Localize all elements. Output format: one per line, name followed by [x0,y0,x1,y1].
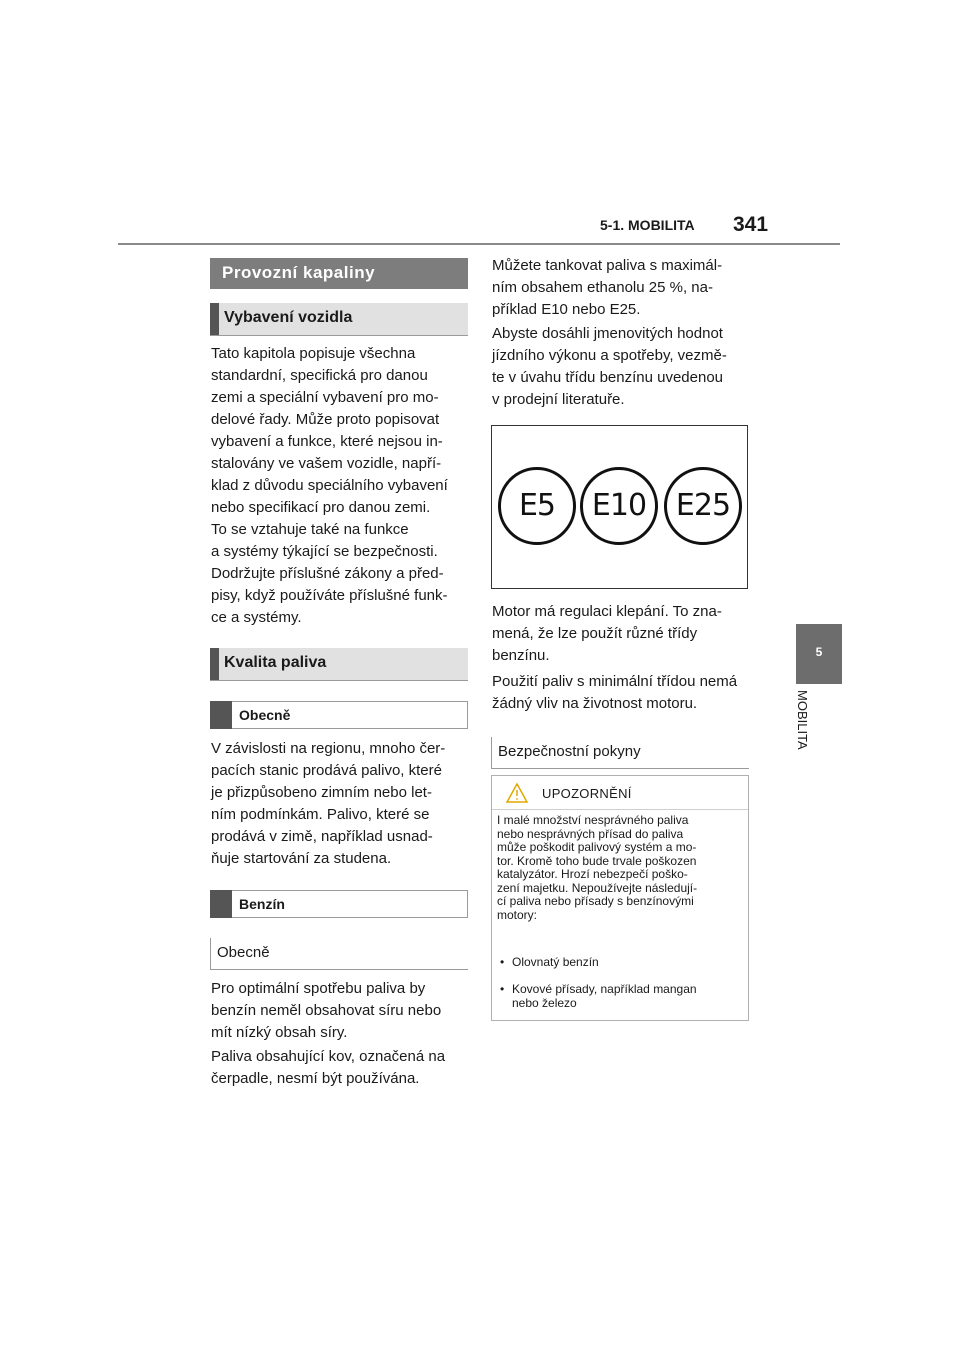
warning-header [492,776,748,810]
text-line: zemi a speciální vybavení pro mo- [211,389,439,406]
text-line: delové řady. Může proto popisovat [211,411,440,428]
bullet: • [500,955,505,969]
text-line: v prodejní literatuře. [492,391,625,408]
chapter-heading [210,258,468,289]
page-number: 341 [733,213,769,236]
text-line: Paliva obsahující kov, označená na [211,1048,446,1065]
text-line: může poškodit palivový systém a mo- [497,840,697,854]
text-line: Můžete tankovat paliva s maximál- [492,257,723,274]
section-heading-text: Kvalita paliva [224,654,327,671]
text-line: tor. Kromě toho bude trvale poškozen [497,853,697,868]
chapter-tab[interactable]: 5 [796,624,842,684]
warning-list-item [500,983,736,1011]
text-line: ce a systémy. [211,609,302,626]
text-line: příklad E10 nebo E25. [492,301,641,318]
text-line: vybavení a funkce, které nejsou in- [211,433,443,450]
subsection-heading-text: Obecně [239,707,291,723]
text-line: ním podmínkám. Palivo, které se [211,806,430,823]
text-line: a systémy týkající se bezpečnosti. [211,543,438,560]
text-line: čerpadle, nesmí být používána. [211,1070,420,1087]
heading-marker [210,701,232,729]
text-line: prodává v zimě, například usnad- [211,828,433,845]
text-line: motory: [497,907,538,922]
warning-box [491,775,749,1021]
fuel-label-e25: E25 [664,467,742,545]
text-line: Tato kapitola popisuje všechna [211,345,416,362]
text-line: mít nízký obsah síry. [211,1024,348,1041]
intro-paragraph [211,343,473,629]
safety-heading [491,737,749,769]
text-line: katalyzátor. Hrozí nebezpečí poško- [497,867,688,881]
text-line: te v úvahu třídu benzínu uvedenou [492,369,724,386]
fuel-label-e10: E10 [580,467,658,545]
text-line: je přizpůsobeno zimním nebo let- [211,784,432,801]
text-line: Pro optimální spotřebu paliva by [211,980,426,997]
text-line: Motor má regulaci klepání. To zna- [492,603,722,620]
warning-list-item [500,956,736,970]
text-line: Dodržujte příslušné zákony a před- [211,565,444,582]
text-line: V závislosti na regionu, mnoho čer- [211,740,446,757]
knock-control-paragraph [492,601,754,667]
subsection-heading-text: Benzín [239,896,285,912]
subsection-heading-petrol [210,890,468,918]
section-title: 5-1. MOBILITA [600,217,695,233]
text-line: stalovány ve vašem vozidle, napří- [211,455,442,472]
chapter-heading-text: Provozní kapaliny [222,263,376,282]
section-heading-text: Vybavení vozidla [224,309,353,326]
list-item-text [512,983,738,1010]
text-line: standardní, specifická pro danou [211,367,428,384]
sulfur-paragraph [211,978,473,1044]
text-line: nebo specifikací pro danou zemi. [211,499,431,516]
heading-marker [210,890,232,918]
heading-marker [210,303,219,335]
text-line: jízdního výkonu a spotřeby, vezmě- [492,347,727,364]
subsection-heading-general [210,701,468,729]
text-line: I malé množství nesprávného paliva [497,813,689,827]
text-line: klad z důvodu speciálního vybavení [211,477,448,494]
min-grade-paragraph [492,671,754,715]
warning-text [497,814,741,922]
text-line: nebo železo [512,995,577,1010]
text-line: benzínu. [492,647,550,664]
chapter-tab-label: MOBILITA [795,690,810,750]
octane-paragraph [492,323,754,411]
fuel-label-illustration [491,425,748,589]
fuel-label-e5: E5 [498,467,576,545]
bullet: • [500,982,505,996]
section-heading-vehicle-equipment [210,303,468,336]
text-line: zení majetku. Nepoužívejte následují- [497,880,698,895]
text-line: Abyste dosáhli jmenovitých hodnot [492,325,723,342]
warning-title: UPOZORNĚNÍ [542,786,632,801]
text-line: cí paliva nebo přísady s benzínovými [497,894,694,908]
heading-marker [210,648,219,680]
text-line: benzín neměl obsahovat síru nebo [211,1002,442,1019]
text-line: žádný vliv na životnost motoru. [492,695,698,712]
text-line: mená, že lze použít různé třídy [492,625,698,642]
section-heading-fuel-quality [210,648,468,681]
ethanol-paragraph [492,255,754,321]
text-line: pacích stanic prodává palivo, které [211,762,442,779]
metal-fuel-paragraph [211,1046,473,1090]
warning-triangle-icon [506,783,528,803]
text-line: Použití paliv s minimální třídou nemá [492,673,738,690]
list-item-text: Olovnatý benzín [512,955,599,969]
minor-heading-general [210,938,468,970]
text-line: Kovové přísady, například mangan [512,982,697,996]
text-line: ňuje startování za studena. [211,850,392,867]
minor-heading-text: Obecně [217,944,270,961]
text-line: To se vztahuje také na funkce [211,521,409,538]
safety-heading-text: Bezpečnostní pokyny [498,743,641,760]
text-line: ním obsahem ethanolu 25 %, na- [492,279,713,296]
text-line: pisy, když používáte příslušné funk- [211,587,448,604]
text-line: nebo nesprávných přísad do paliva [497,826,684,841]
fuel-region-paragraph [211,738,473,870]
header-divider [118,243,840,245]
